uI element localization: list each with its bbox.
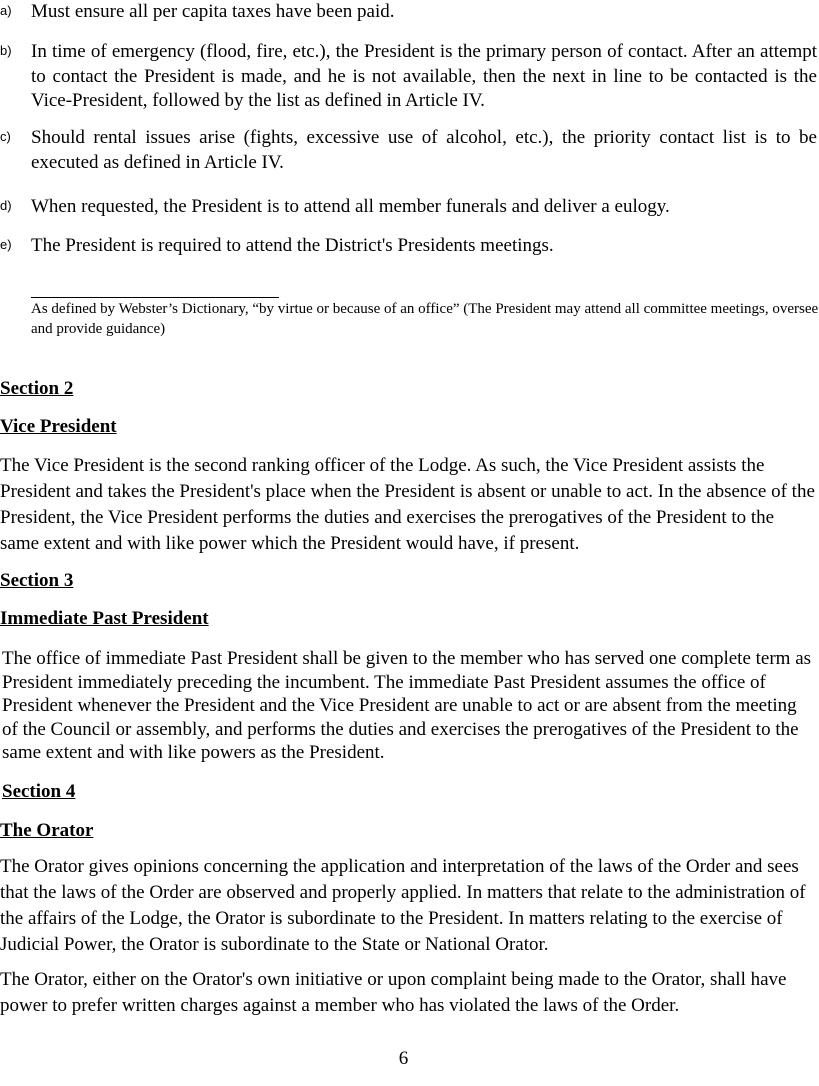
section-2-title: Vice President (0, 416, 117, 437)
list-item-text: Should rental issues arise (fights, excessive use of alcohol, etc.), the priority contact list is to be executed as defined in Article IV. (31, 127, 817, 173)
list-item-label: a) (0, 3, 12, 18)
page-number: 6 (398, 1048, 409, 1069)
list-item-text: In time of emergency (flood, fire, etc.), the President is the primary person of contact. After an attempt to contact the President is made, and he is not available, then the next in line to be contacted is the Vice-President, followed by the list as defined in Article IV. (31, 41, 817, 111)
section-4-paragraph-1: The Orator gives opinions concerning the application and interpretation of the laws of the Order and sees that the laws of the Order are observed and properly applied. In matters that relate to the administration of the affairs of the Lodge, the Orator is subordinate to the President. In matters relating to the exercise of Judicial Power, the Orator is subordinate to the State or National Orator. (0, 856, 806, 955)
list-item-label: e) (0, 237, 12, 252)
list-item-label: d) (0, 198, 12, 213)
footnote: As defined by Webster’s Dictionary, “by virtue or because of an office” (The President may attend all committee meetings, oversee and provide guidance) (31, 301, 819, 337)
list-item-label: b) (0, 43, 12, 58)
section-2-number: Section 2 (0, 378, 74, 399)
section-3-paragraph: The office of immediate Past President shall be given to the member who has served one complete term as President immediately preceding the incumbent. The immediate Past President assumes the office of President whenever the President and the Vice President are unable to act or are absent from the meeting of the Council or assembly, and performs the duties and exercises the prerogatives of the President to the same extent and with like powers as the President. (2, 648, 812, 763)
list-item-text: When requested, the President is to attend all member funerals and deliver a eulogy. (31, 196, 670, 217)
list-item-text: Must ensure all per capita taxes have been paid. (31, 1, 395, 22)
section-4-title: The Orator (0, 820, 94, 841)
section-4-paragraph-2: The Orator, either on the Orator's own initiative or upon complaint being made to the Orator, shall have power to prefer written charges against a member who has violated the laws of the Order. (0, 969, 787, 1016)
section-3-title: Immediate Past President (0, 608, 209, 629)
list-item-label: c) (0, 129, 11, 144)
list-item-text: The President is required to attend the District's Presidents meetings. (31, 235, 554, 256)
footnote-divider (31, 297, 279, 298)
section-4-number: Section 4 (2, 781, 76, 802)
section-2-paragraph: The Vice President is the second ranking officer of the Lodge. As such, the Vice President assists the President and takes the President's place when the President is absent or unable to act. In the absence of the President, the Vice President performs the duties and exercises the prerogatives of the President to the same extent and with like power which the President would have, if present. (0, 455, 815, 554)
section-3-number: Section 3 (0, 570, 74, 591)
